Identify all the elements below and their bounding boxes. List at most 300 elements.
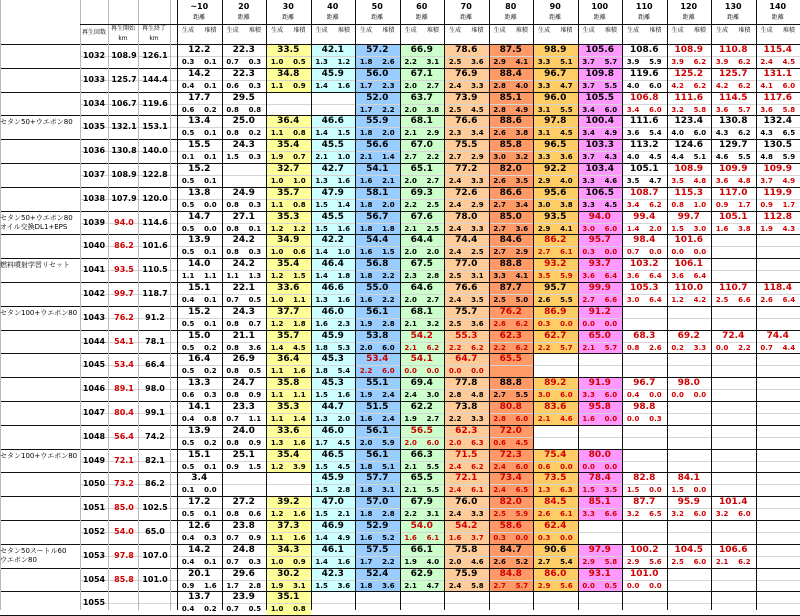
- deposit-value: 4.0: [555, 175, 577, 187]
- generation-value: 1.3: [533, 484, 555, 496]
- distance-value: 91.9: [578, 377, 623, 389]
- deposit-value: 0.2: [199, 365, 221, 377]
- distance-value: 103.3: [578, 139, 623, 151]
- distance-value: 84.7: [489, 544, 534, 556]
- gen-dep-values: [667, 80, 712, 92]
- generation-value: 1.3: [266, 437, 288, 449]
- deposit-value: 0.8: [288, 603, 310, 615]
- distance-value: 88.8: [489, 377, 534, 389]
- gen-dep-values: [489, 461, 534, 473]
- deposit-value: 4.3: [600, 151, 622, 163]
- header-end: 再生終了: [138, 24, 170, 34]
- distance-value: 130.5: [756, 139, 800, 151]
- deposit-value: 3.4: [466, 127, 488, 139]
- distance-value: 80.0: [578, 449, 623, 461]
- gen-dep-values: [177, 294, 222, 306]
- distance-value: 132.4: [756, 115, 800, 127]
- distance-value: 46.0: [311, 306, 356, 318]
- gen-dep-values: [667, 223, 712, 235]
- generation-value: 0.6: [489, 437, 511, 449]
- deposit-value: 5.4: [644, 127, 666, 139]
- generation-value: 1.5: [222, 151, 244, 163]
- distance-value: 24.2: [222, 234, 267, 246]
- gen-dep-values: [266, 461, 311, 473]
- gen-dep-values: [355, 104, 400, 116]
- header-dep: 堆積: [733, 26, 755, 36]
- deposit-value: 0.3: [244, 556, 266, 568]
- header-dep: 堆積: [600, 26, 622, 36]
- generation-value: 2.9: [622, 556, 644, 568]
- header-line: [80, 24, 800, 25]
- distance-value: 14.1: [177, 401, 222, 413]
- gen-dep-values: [355, 270, 400, 282]
- generation-value: 1.2: [266, 223, 288, 235]
- deposit-value: 6.0: [778, 80, 800, 92]
- distance-value: 75.8: [444, 544, 489, 556]
- header-band-9: 100: [578, 2, 623, 12]
- header-band-dist: 距離: [266, 13, 311, 23]
- distance-value: 55.0: [355, 282, 400, 294]
- generation-value: 1.7: [222, 580, 244, 592]
- generation-value: 2.9: [578, 556, 600, 568]
- gen-dep-values: [311, 175, 356, 187]
- gen-dep-values: [266, 223, 311, 235]
- generation-value: 1.5: [311, 508, 333, 520]
- gen-dep-values: [355, 484, 400, 496]
- distance-value: 98.0: [667, 377, 712, 389]
- gen-dep-values: [711, 199, 756, 211]
- gen-dep-values: [578, 294, 623, 306]
- distance-value: 35.4: [266, 139, 311, 151]
- distance-value: 14.0: [177, 258, 222, 270]
- gen-dep-values: [311, 484, 356, 496]
- gen-dep-values: [222, 80, 267, 92]
- distance-value: 25.0: [222, 115, 267, 127]
- deposit-value: 3.3: [466, 413, 488, 425]
- generation-value: 1.6: [711, 223, 733, 235]
- generation-value: 0.7: [222, 413, 244, 425]
- deposit-value: 3.8: [555, 199, 577, 211]
- deposit-value: 0.3: [644, 413, 666, 425]
- deposit-value: 6.5: [511, 484, 533, 496]
- gen-dep-values: [400, 461, 445, 473]
- gen-dep-values: [711, 104, 756, 116]
- regen-end-km: 118.7: [140, 282, 170, 306]
- generation-value: 0.8: [222, 127, 244, 139]
- category-label: オイル交換DL1+EPS: [0, 223, 77, 232]
- distance-value: 87.7: [622, 496, 667, 508]
- header-dep: 堆積: [555, 26, 577, 36]
- generation-value: 3.2: [667, 508, 689, 520]
- distance-value: 77.0: [444, 258, 489, 270]
- gen-dep-values: [311, 413, 356, 425]
- deposit-value: 2.0: [333, 413, 355, 425]
- gen-dep-values: [177, 199, 222, 211]
- generation-value: 1.3: [311, 294, 333, 306]
- distance-value: 42.2: [311, 234, 356, 246]
- deposit-value: 5.7: [511, 580, 533, 592]
- distance-value: 125.2: [667, 68, 712, 80]
- deposit-value: 0.8: [199, 413, 221, 425]
- row-number: 1032: [80, 44, 108, 68]
- header-band-dist: 距離: [622, 13, 667, 23]
- distance-value: 110.8: [711, 44, 756, 56]
- generation-value: 1.5: [667, 484, 689, 496]
- generation-value: 0.3: [489, 532, 511, 544]
- generation-value: 2.2: [400, 508, 422, 520]
- distance-value: 99.7: [667, 211, 712, 223]
- generation-value: 2.1: [578, 342, 600, 354]
- distance-value: 95.7: [533, 282, 578, 294]
- deposit-value: 2.3: [333, 318, 355, 330]
- header-gen: 生成: [400, 26, 422, 36]
- gen-dep-values: [533, 318, 578, 330]
- deposit-value: 0.2: [244, 127, 266, 139]
- distance-value: 84.8: [489, 568, 534, 580]
- distance-value: 46.1: [311, 544, 356, 556]
- header-gen: 生成: [444, 26, 466, 36]
- distance-value: 57.0: [355, 496, 400, 508]
- generation-value: 1.1: [266, 365, 288, 377]
- regen-end-km: 126.1: [140, 44, 170, 68]
- generation-value: 2.4: [400, 389, 422, 401]
- deposit-value: 6.2: [733, 56, 755, 68]
- generation-value: 2.7: [489, 389, 511, 401]
- deposit-value: 5.5: [733, 151, 755, 163]
- gen-dep-values: [222, 580, 267, 592]
- gen-dep-values: [266, 389, 311, 401]
- deposit-value: 3.3: [466, 223, 488, 235]
- gen-dep-values: [266, 603, 311, 615]
- generation-value: 3.1: [533, 127, 555, 139]
- gen-dep-values: [578, 127, 623, 139]
- distance-value: 123.4: [667, 115, 712, 127]
- distance-value: 16.4: [177, 353, 222, 365]
- distance-value: 80.8: [489, 401, 534, 413]
- generation-value: 1.1: [266, 80, 288, 92]
- gen-dep-values: [444, 508, 489, 520]
- deposit-value: 3.1: [288, 580, 310, 592]
- gen-dep-values: [533, 104, 578, 116]
- deposit-value: 0.6: [288, 246, 310, 258]
- row-number: 1053: [80, 544, 108, 568]
- regen-end-km: 101.6: [140, 234, 170, 258]
- column-divider: [138, 0, 139, 610]
- generation-value: 3.5: [622, 175, 644, 187]
- deposit-value: 0.5: [244, 603, 266, 615]
- deposit-value: 1.5: [333, 127, 355, 139]
- deposit-value: 0.2: [199, 342, 221, 354]
- generation-value: 3.9: [622, 56, 644, 68]
- gen-dep-values: [177, 508, 222, 520]
- header-band-2: 30: [266, 2, 311, 12]
- deposit-value: 6.2: [689, 80, 711, 92]
- distance-value: 111.6: [622, 115, 667, 127]
- generation-value: 1.8: [355, 461, 377, 473]
- deposit-value: 2.0: [377, 199, 399, 211]
- distance-value: 24.9: [222, 187, 267, 199]
- generation-value: 1.9: [266, 580, 288, 592]
- gen-dep-values: [533, 294, 578, 306]
- distance-value: 15.0: [177, 330, 222, 342]
- deposit-value: 2.9: [466, 151, 488, 163]
- gen-dep-values: [756, 151, 800, 163]
- distance-value: 86.0: [533, 568, 578, 580]
- distance-value: 105.1: [711, 211, 756, 223]
- generation-value: 2.4: [444, 508, 466, 520]
- deposit-value: 3.6: [333, 580, 355, 592]
- header-gen: 生成: [533, 26, 555, 36]
- deposit-value: 0.2: [199, 104, 221, 116]
- deposit-value: 2.0: [377, 127, 399, 139]
- deposit-value: 3.1: [422, 508, 444, 520]
- regen-start-km: 56.4: [110, 425, 138, 449]
- gen-dep-values: [667, 556, 712, 568]
- gen-dep-values: [177, 246, 222, 258]
- gen-dep-values: [489, 56, 534, 68]
- deposit-value: 4.9: [333, 532, 355, 544]
- generation-value: 1.4: [311, 556, 333, 568]
- header-gen: 生成: [266, 26, 288, 36]
- distance-value: 101.0: [622, 568, 667, 580]
- distance-value: 88.6: [489, 115, 534, 127]
- generation-value: 1.0: [266, 603, 288, 615]
- deposit-value: 4.8: [689, 175, 711, 187]
- distance-value: 45.5: [311, 139, 356, 151]
- gen-dep-values: [355, 556, 400, 568]
- distance-value: 85.8: [489, 139, 534, 151]
- deposit-value: 6.2: [466, 461, 488, 473]
- distance-value: 45.9: [311, 330, 356, 342]
- gen-dep-values: [489, 508, 534, 520]
- generation-value: 1.9: [400, 556, 422, 568]
- distance-value: 86.9: [533, 306, 578, 318]
- deposit-value: 2.5: [422, 199, 444, 211]
- distance-value: 88.8: [489, 258, 534, 270]
- gen-dep-values: [533, 127, 578, 139]
- generation-value: 1.9: [400, 413, 422, 425]
- distance-value: 100.4: [578, 115, 623, 127]
- deposit-value: 6.0: [511, 461, 533, 473]
- row-number: 1046: [80, 377, 108, 401]
- distance-value: 74.4: [444, 234, 489, 246]
- generation-value: 2.0: [400, 80, 422, 92]
- generation-value: 3.3: [533, 56, 555, 68]
- gen-dep-values: [266, 175, 311, 187]
- deposit-value: 4.9: [778, 175, 800, 187]
- gen-dep-values: [667, 175, 712, 187]
- regen-start-km: 53.4: [110, 353, 138, 377]
- gen-dep-values: [311, 365, 356, 377]
- generation-value: 2.9: [533, 223, 555, 235]
- deposit-value: 3.8: [733, 223, 755, 235]
- regen-start-km: 108.9: [110, 163, 138, 187]
- generation-value: 0.5: [177, 365, 199, 377]
- generation-value: 2.3: [444, 127, 466, 139]
- gen-dep-values: [355, 56, 400, 68]
- generation-value: 2.1: [533, 413, 555, 425]
- distance-value: 34.9: [266, 234, 311, 246]
- distance-value: 25.1: [222, 449, 267, 461]
- gen-dep-values: [711, 342, 756, 354]
- regen-end-km: 110.5: [140, 258, 170, 282]
- regen-end-km: [140, 591, 170, 615]
- gen-dep-values: [177, 175, 222, 187]
- deposit-value: 0.6: [244, 508, 266, 520]
- generation-value: 1.7: [355, 556, 377, 568]
- distance-value: 99.4: [622, 211, 667, 223]
- deposit-value: 3.0: [422, 389, 444, 401]
- deposit-value: 2.7: [422, 80, 444, 92]
- gen-dep-values: [400, 318, 445, 330]
- gen-dep-values: [533, 175, 578, 187]
- deposit-value: 5.8: [778, 104, 800, 116]
- deposit-value: 4.1: [511, 56, 533, 68]
- gen-dep-values: [400, 270, 445, 282]
- distance-value: 78.0: [444, 211, 489, 223]
- deposit-value: 6.2: [466, 342, 488, 354]
- distance-value: 112.8: [756, 211, 800, 223]
- distance-value: 15.5: [177, 139, 222, 151]
- distance-value: 110.0: [667, 282, 712, 294]
- deposit-value: 5.5: [422, 461, 444, 473]
- deposit-value: 6.4: [689, 270, 711, 282]
- deposit-value: 5.1: [377, 461, 399, 473]
- gen-dep-values: [355, 413, 400, 425]
- gen-dep-values: [622, 270, 667, 282]
- generation-value: 3.6: [756, 104, 778, 116]
- distance-value: 35.4: [266, 258, 311, 270]
- distance-value: 118.4: [756, 282, 800, 294]
- gen-dep-values: [444, 461, 489, 473]
- deposit-value: 6.3: [555, 484, 577, 496]
- distance-value: 101.4: [711, 496, 756, 508]
- header-dep: 堆積: [511, 26, 533, 36]
- generation-value: 3.2: [622, 508, 644, 520]
- generation-value: 2.5: [489, 508, 511, 520]
- deposit-value: 4.9: [600, 127, 622, 139]
- generation-value: 2.8: [444, 389, 466, 401]
- deposit-value: 1.6: [333, 175, 355, 187]
- deposit-value: 0.0: [199, 484, 221, 496]
- distance-value: 77.8: [444, 377, 489, 389]
- regen-start-km: 54.0: [110, 520, 138, 544]
- header-band-7: 80: [489, 2, 534, 12]
- deposit-value: 5.9: [644, 56, 666, 68]
- deposit-value: 1.4: [333, 199, 355, 211]
- deposit-value: 5.7: [555, 342, 577, 354]
- generation-value: 0.0: [444, 365, 466, 377]
- gen-dep-values: [177, 389, 222, 401]
- header-band-13: 140: [756, 2, 800, 12]
- deposit-value: 1.8: [377, 223, 399, 235]
- generation-value: 2.2: [400, 56, 422, 68]
- row-number: 1039: [80, 211, 108, 235]
- generation-value: 0.7: [756, 342, 778, 354]
- deposit-value: 5.4: [555, 556, 577, 568]
- gen-dep-values: [622, 294, 667, 306]
- gen-dep-values: [355, 508, 400, 520]
- distance-value: 34.8: [266, 68, 311, 80]
- gen-dep-values: [444, 389, 489, 401]
- header-dep: 堆積: [333, 26, 355, 36]
- gen-dep-values: [355, 365, 400, 377]
- distance-value: 67.0: [400, 139, 445, 151]
- gen-dep-values: [311, 389, 356, 401]
- deposit-value: 3.6: [511, 223, 533, 235]
- distance-value: 83.6: [533, 401, 578, 413]
- distance-value: 82.0: [489, 496, 534, 508]
- gen-dep-values: [400, 389, 445, 401]
- generation-value: 1.4: [311, 270, 333, 282]
- gen-dep-values: [266, 151, 311, 163]
- distance-value: 97.9: [578, 544, 623, 556]
- category-label: セタン50+ウエボン80: [0, 214, 77, 223]
- deposit-value: 6.1: [555, 508, 577, 520]
- generation-value: 0.6: [177, 389, 199, 401]
- distance-value: 100.2: [622, 544, 667, 556]
- generation-value: 2.2: [489, 342, 511, 354]
- distance-value: 55.1: [355, 377, 400, 389]
- distance-value: 64.7: [444, 353, 489, 365]
- deposit-value: 2.7: [422, 413, 444, 425]
- gen-dep-values: [578, 270, 623, 282]
- distance-value: 82.8: [622, 472, 667, 484]
- regen-start-km: 99.7: [110, 282, 138, 306]
- deposit-value: 6.0: [689, 556, 711, 568]
- distance-value: 39.2: [266, 496, 311, 508]
- distance-value: 29.6: [222, 568, 267, 580]
- generation-value: 1.4: [311, 80, 333, 92]
- distance-value: 130.8: [711, 115, 756, 127]
- gen-dep-values: [489, 199, 534, 211]
- deposit-value: 4.8: [733, 175, 755, 187]
- deposit-value: 3.6: [466, 318, 488, 330]
- deposit-value: 3.1: [422, 56, 444, 68]
- gen-dep-values: [266, 80, 311, 92]
- gen-dep-values: [177, 56, 222, 68]
- distance-value: 51.5: [355, 401, 400, 413]
- generation-value: 0.8: [222, 389, 244, 401]
- deposit-value: 3.3: [466, 508, 488, 520]
- gen-dep-values: [667, 342, 712, 354]
- deposit-value: 4.5: [288, 342, 310, 354]
- deposit-value: 6.2: [733, 127, 755, 139]
- generation-value: 1.3: [311, 175, 333, 187]
- generation-value: 3.7: [578, 56, 600, 68]
- distance-value: 93.5: [533, 211, 578, 223]
- deposit-value: 1.6: [288, 508, 310, 520]
- gen-dep-values: [222, 199, 267, 211]
- generation-value: 2.1: [355, 151, 377, 163]
- header-dep: 堆積: [644, 26, 666, 36]
- generation-value: 4.2: [711, 80, 733, 92]
- distance-value: 45.3: [311, 353, 356, 365]
- distance-value: 87.5: [489, 44, 534, 56]
- gen-dep-values: [311, 437, 356, 449]
- distance-value: 69.2: [667, 330, 712, 342]
- distance-value: 37.3: [266, 520, 311, 532]
- generation-value: 3.1: [533, 104, 555, 116]
- deposit-value: 6.4: [600, 270, 622, 282]
- generation-value: 0.0: [622, 413, 644, 425]
- deposit-value: 6.0: [555, 389, 577, 401]
- distance-value: 26.9: [222, 353, 267, 365]
- distance-value: 42.1: [311, 44, 356, 56]
- distance-value: 20.1: [177, 568, 222, 580]
- deposit-value: 4.6: [555, 413, 577, 425]
- deposit-value: 1.8: [333, 270, 355, 282]
